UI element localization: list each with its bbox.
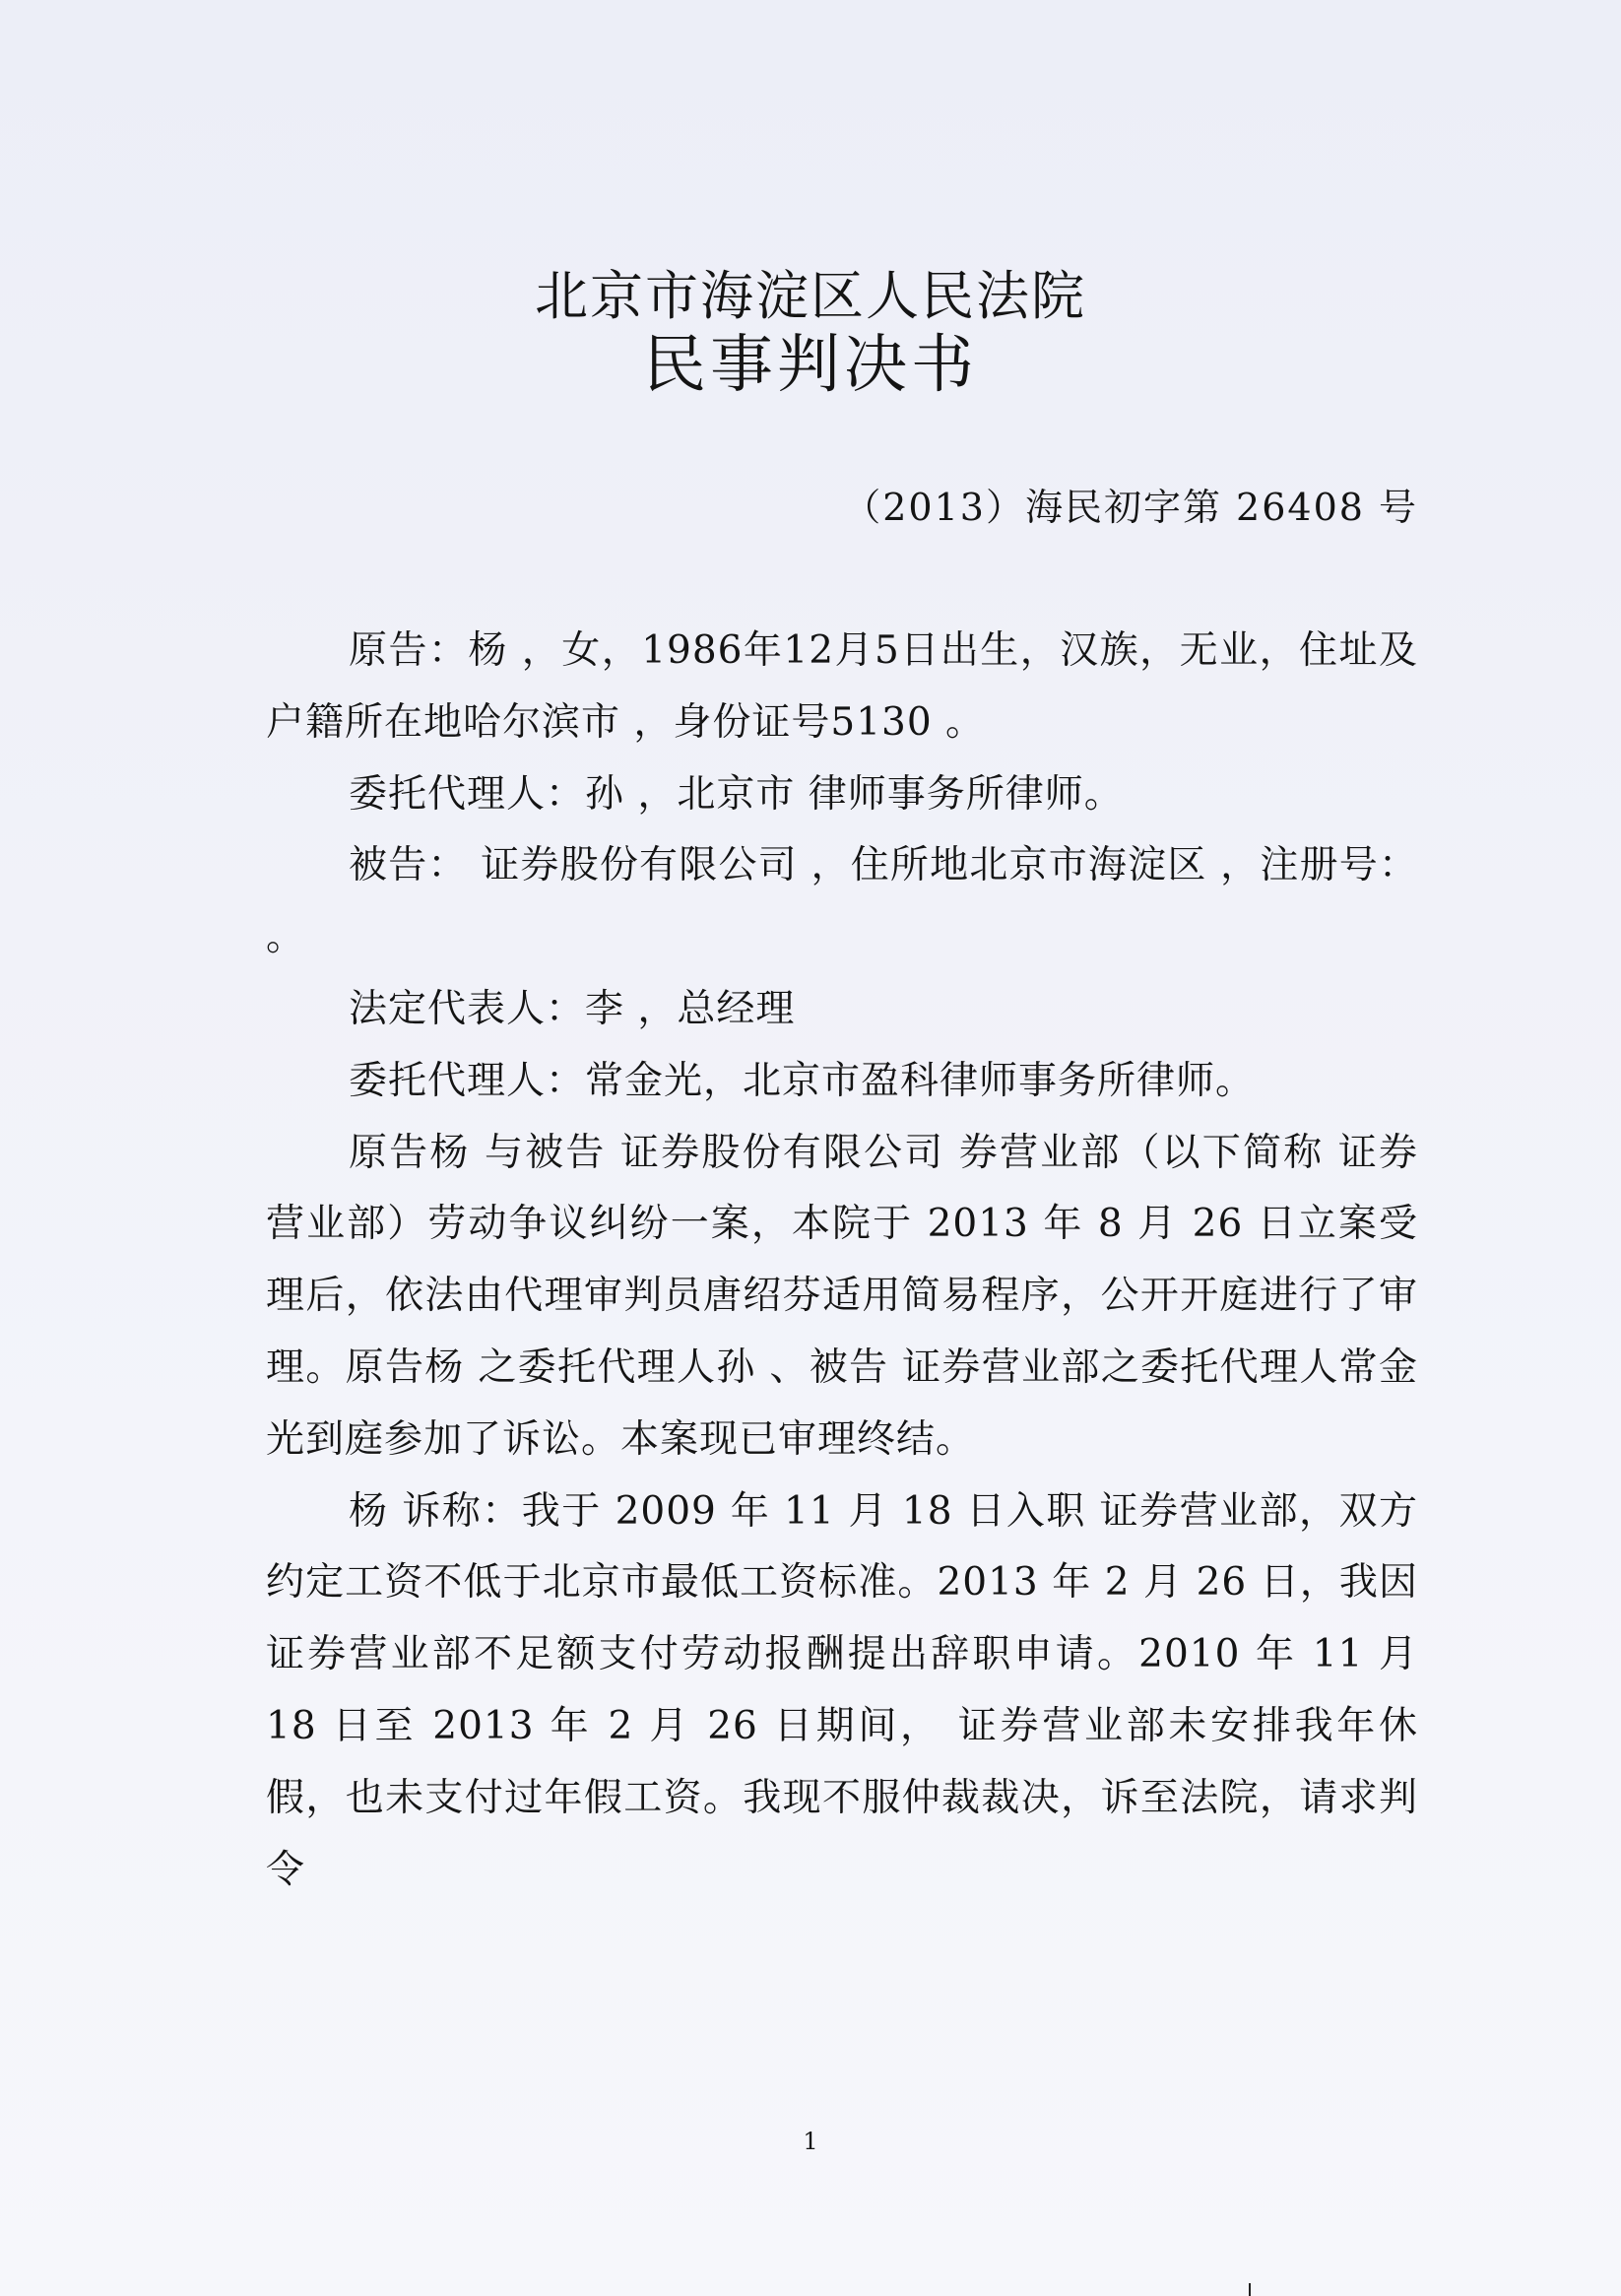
paragraph-plaintiff-claim: 杨 诉称：我于 2009 年 11 月 18 日入职 证券营业部，双方约定工资不低于北京市最低工资标准。2013 年 2 月 26 日，我因 证券营业部不足额支付劳动报酬提出辞职申请。2010 年 11 月 18 日至 2013 年 2 月 26 日期间， 证券营业部未安排我年休假，也未支付过年假工资。我现不服仲裁裁决，诉至法院，请求判令 [266,1488,1418,1892]
page-number: 1 [803,2128,818,2155]
paragraph-legal-representative: 法定代表人：李 ，总经理 [349,986,796,1031]
paragraph-case-summary: 原告杨 与被告 证券股份有限公司 券营业部（以下简称 证券营业部）劳动争议纠纷一案，本院于 2013 年 8 月 26 日立案受理后，依法由代理审判员唐绍芬适用简易程序，公开开庭进行了审理。原告杨 之委托代理人孙 、被告 证券营业部之委托代理人常金光到庭参加了诉讼。本案现已审理终结。 [266,1130,1418,1462]
scan-edge-mark [1249,2283,1251,2296]
court-name: 北京市海淀区人民法院 [535,265,1086,327]
paragraph-plaintiff: 原告：杨 ，女，1986年12月5日出生，汉族，无业，住址及户籍所在地哈尔滨市 ，身份证号5130 。 [266,628,1418,745]
paragraph-defendant-agent: 委托代理人：常金光，北京市盈科律师事务所律师。 [349,1058,1256,1103]
paragraph-plaintiff-agent: 委托代理人：孙 ，北京市 律师事务所律师。 [349,771,1124,817]
document-body [266,616,1418,1906]
document-title: 民事判决书 [643,329,978,402]
case-number: （2013）海民初字第 26408 号 [843,486,1418,529]
paragraph-defendant: 被告： 证券股份有限公司 ，住所地北京市海淀区 ，注册号： 。 [266,843,1418,960]
